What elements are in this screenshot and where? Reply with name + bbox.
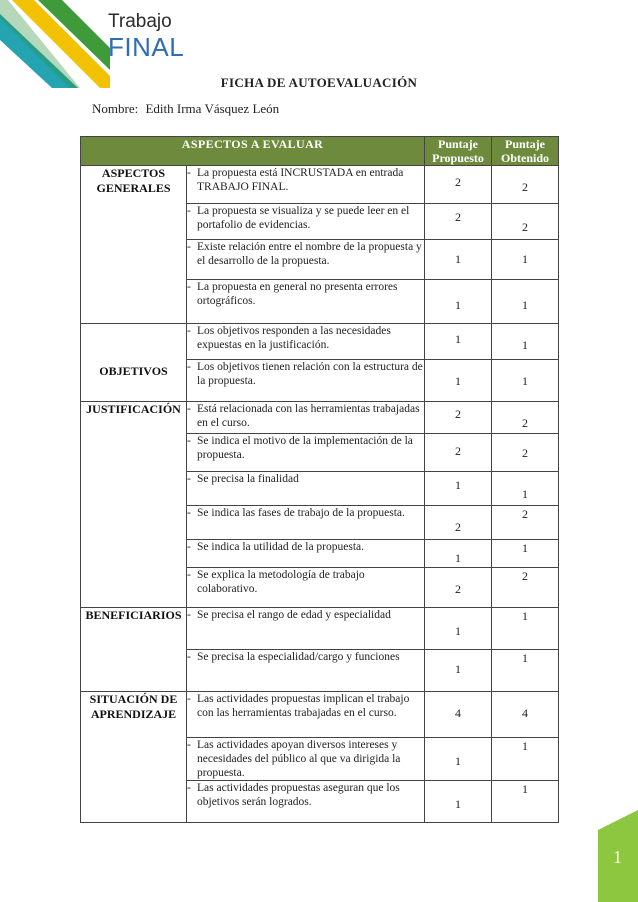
obtained-score: 1 — [492, 360, 559, 402]
page-number: 1 — [613, 847, 622, 867]
category-learning-situation: SITUACIÓN DE APRENDIZAJE — [81, 692, 187, 823]
category-beneficiaries: BENEFICIARIOS — [81, 608, 187, 692]
brand-line-2: FINAL — [108, 32, 185, 62]
criterion-cell: - Se precisa la finalidad — [187, 472, 425, 506]
obtained-score: 1 — [492, 280, 559, 324]
obtained-score: 1 — [492, 650, 559, 692]
name-line — [92, 101, 279, 117]
proposed-score: 1 — [425, 360, 492, 402]
proposed-score: 1 — [425, 781, 492, 823]
obtained-score: 2 — [492, 506, 559, 540]
header-aspects: ASPECTOS A EVALUAR — [81, 137, 425, 166]
proposed-score: 1 — [425, 608, 492, 650]
criterion-cell: - Está relacionada con las herramientas trabajadas en el curso. — [187, 402, 425, 434]
header-proposed: Puntaje Propuesto — [425, 137, 492, 166]
obtained-score: 1 — [492, 324, 559, 360]
proposed-score: 2 — [425, 204, 492, 240]
table-row — [81, 608, 559, 650]
criterion-cell: - La propuesta en general no presenta errores ortográficos. — [187, 280, 425, 324]
obtained-score: 2 — [492, 568, 559, 608]
obtained-score: 1 — [492, 608, 559, 650]
obtained-score: 2 — [492, 434, 559, 472]
table-header-row — [81, 137, 559, 166]
category-objectives: OBJETIVOS — [81, 324, 187, 402]
criterion-cell: - Se explica la metodología de trabajo colaborativo. — [187, 568, 425, 608]
criterion-cell: - Se precisa el rango de edad y especialidad — [187, 608, 425, 650]
proposed-score: 1 — [425, 650, 492, 692]
criterion-cell: - La propuesta está INCRUSTADA en entrada TRABAJO FINAL. — [187, 166, 425, 204]
criterion-cell: - Se indica la utilidad de la propuesta. — [187, 540, 425, 568]
criterion-cell: - La propuesta se visualiza y se puede leer en el portafolio de evidencias. — [187, 204, 425, 240]
proposed-score: 1 — [425, 280, 492, 324]
obtained-score: 1 — [492, 240, 559, 280]
name-label: Nombre: — [92, 101, 139, 116]
document-title: FICHA DE AUTOEVALUACIÓN — [220, 75, 418, 90]
category-general: ASPECTOS GENERALES — [81, 166, 187, 324]
table-row — [81, 692, 559, 738]
evaluation-table — [80, 136, 559, 823]
criterion-cell: - Los objetivos tienen relación con la estructura de la propuesta. — [187, 360, 425, 402]
criterion-cell: - Se precisa la especialidad/cargo y funciones — [187, 650, 425, 692]
proposed-score: 4 — [425, 692, 492, 738]
obtained-score: 1 — [492, 540, 559, 568]
proposed-score: 1 — [425, 472, 492, 506]
proposed-score: 2 — [425, 402, 492, 434]
obtained-score: 2 — [492, 402, 559, 434]
criterion-cell: - Las actividades propuestas aseguran que los objetivos serán logrados. — [187, 781, 425, 823]
criterion-cell: - Existe relación entre el nombre de la propuesta y el desarrollo de la propuesta. — [187, 240, 425, 280]
obtained-score: 4 — [492, 692, 559, 738]
proposed-score: 2 — [425, 506, 492, 540]
header-obtained: Puntaje Obtenido — [492, 137, 559, 166]
proposed-score: 1 — [425, 540, 492, 568]
table-row — [81, 324, 559, 360]
criterion-cell: - Se indica las fases de trabajo de la propuesta. — [187, 506, 425, 540]
proposed-score: 1 — [425, 324, 492, 360]
obtained-score: 1 — [492, 738, 559, 781]
brand-line-1: Trabajo — [108, 11, 172, 32]
proposed-score: 2 — [425, 568, 492, 608]
category-justification: JUSTIFICACIÓN — [81, 402, 187, 608]
proposed-score: 1 — [425, 738, 492, 781]
criterion-cell: - Se indica el motivo de la implementación de la propuesta. — [187, 434, 425, 472]
criterion-cell: - Las actividades apoyan diversos intereses y necesidades del público al que va dirigida la propuesta. — [187, 738, 425, 781]
obtained-score: 1 — [492, 472, 559, 506]
proposed-score: 2 — [425, 166, 492, 204]
name-value: Edith Irma Vásquez León — [145, 101, 280, 116]
proposed-score: 1 — [425, 240, 492, 280]
criterion-cell: - Las actividades propuestas implican el trabajo con las herramientas trabajadas en el curso. — [187, 692, 425, 738]
brand-logo — [108, 12, 184, 62]
proposed-score: 2 — [425, 434, 492, 472]
table-row — [81, 402, 559, 434]
table-row — [81, 166, 559, 204]
obtained-score: 2 — [492, 166, 559, 204]
obtained-score: 2 — [492, 204, 559, 240]
criterion-cell: - Los objetivos responden a las necesidades expuestas en la justificación. — [187, 324, 425, 360]
obtained-score: 1 — [492, 781, 559, 823]
